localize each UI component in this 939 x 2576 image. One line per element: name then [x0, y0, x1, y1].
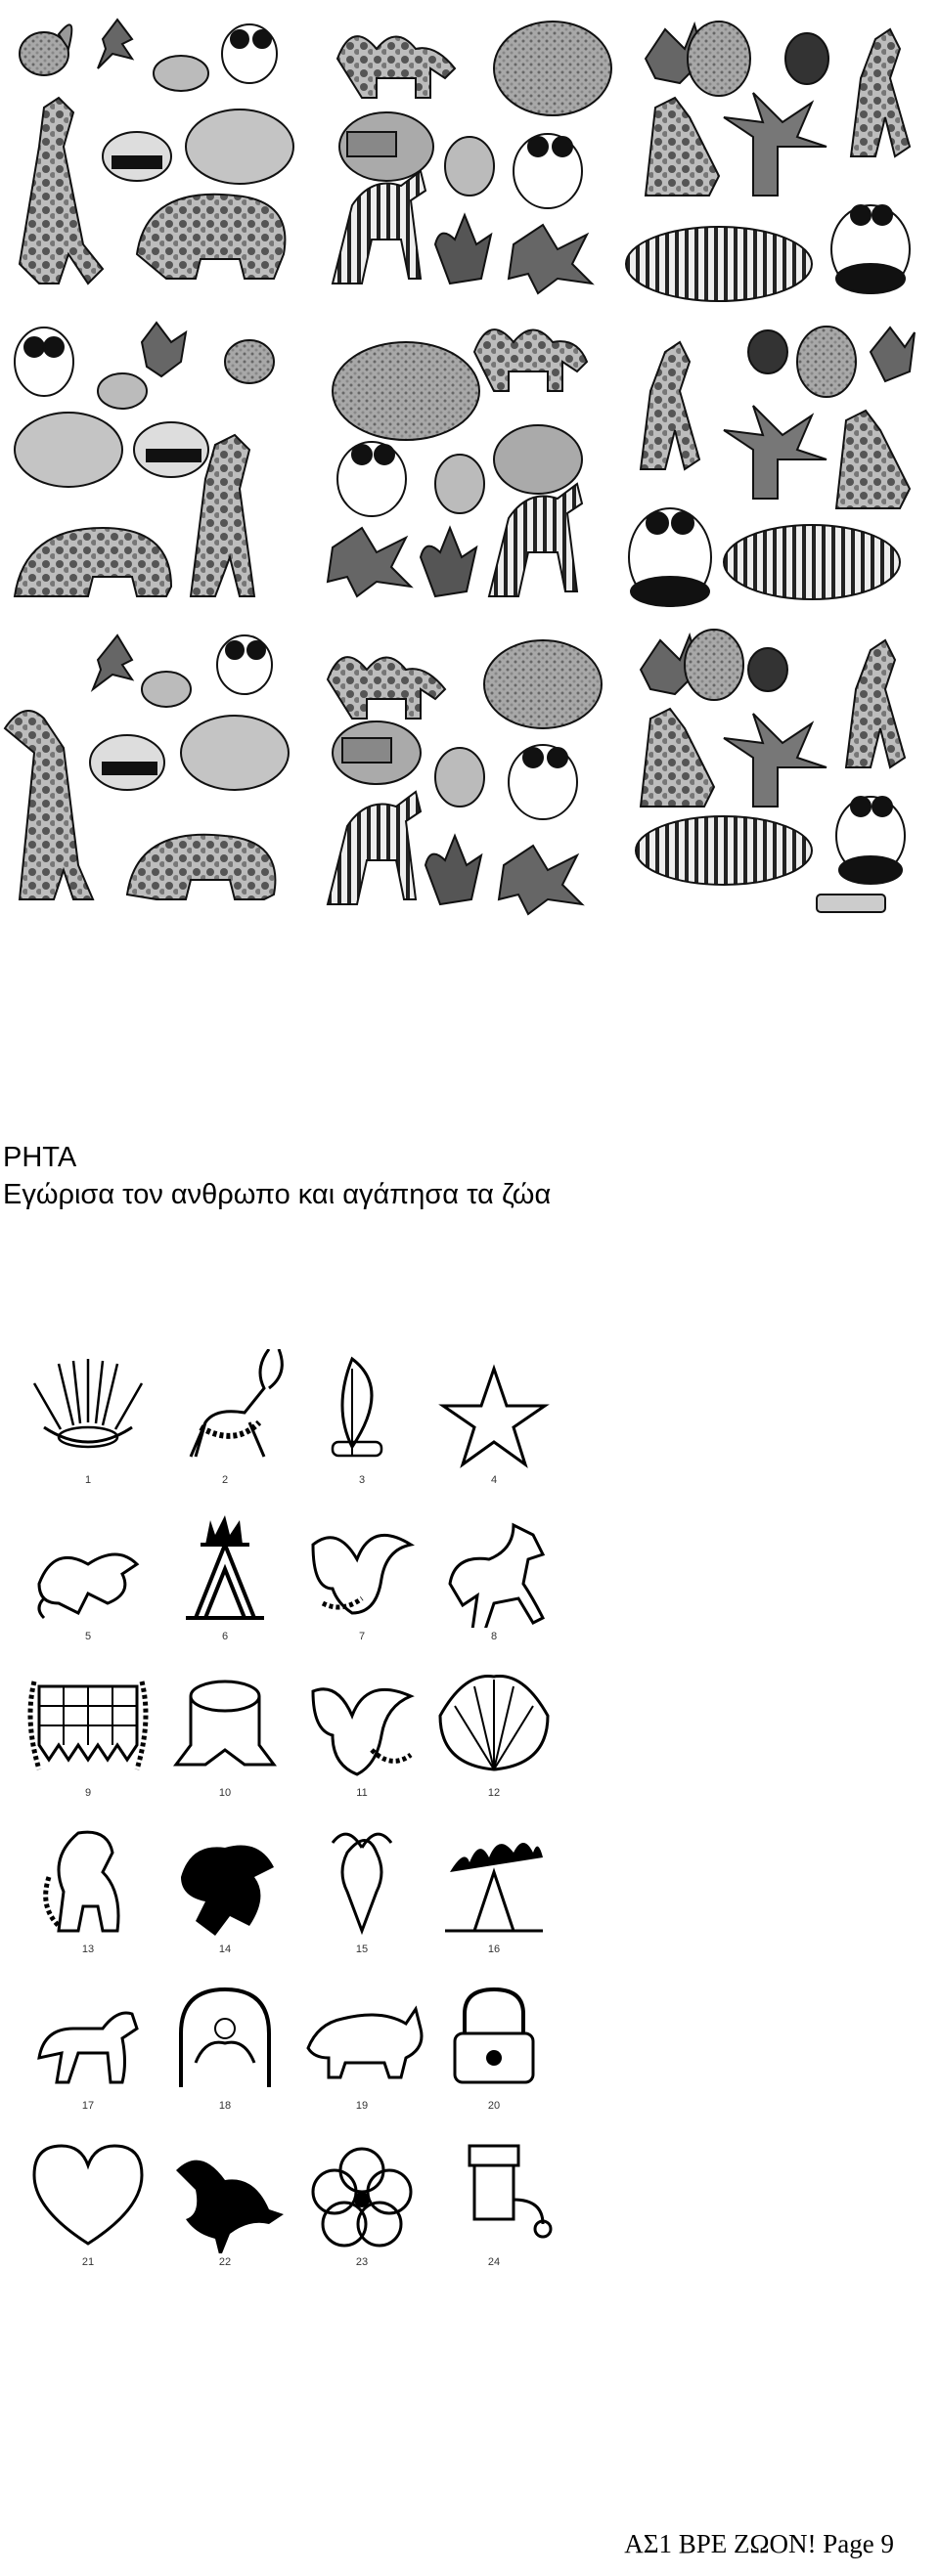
lion-rampant-icon	[156, 1818, 293, 1941]
symbol-number: 15	[355, 1943, 369, 1955]
sticker-panel	[636, 630, 905, 912]
symbol-number: 5	[84, 1631, 92, 1642]
feather-icon	[293, 1349, 430, 1471]
sticker-panel	[328, 640, 602, 914]
fire-beacon-icon	[425, 1818, 562, 1941]
heraldic-symbol-item	[20, 1506, 156, 1652]
boar-icon	[293, 1975, 430, 2097]
symbol-number: 16	[487, 1943, 501, 1955]
symbol-number: 8	[490, 1631, 498, 1642]
symbol-number: 18	[218, 2100, 232, 2112]
symbol-number: 7	[358, 1631, 366, 1642]
symbol-number: 17	[81, 2100, 95, 2112]
heraldic-symbol-item	[293, 2131, 430, 2278]
sticker-panel	[15, 323, 274, 596]
heraldic-symbol-item	[156, 1349, 293, 1496]
heraldic-symbol-item	[293, 1506, 430, 1652]
heraldic-symbol-item	[156, 1975, 293, 2121]
symbol-number: 22	[218, 2256, 232, 2268]
heraldic-symbol-item	[156, 1662, 293, 1809]
dragon-icon	[20, 1506, 156, 1628]
heraldic-symbol-item	[425, 1662, 562, 1809]
symbol-number: 9	[84, 1787, 92, 1799]
symbol-number: 13	[81, 1943, 95, 1955]
rose-icon	[293, 2131, 430, 2253]
heraldic-symbol-item	[425, 1975, 562, 2121]
symbol-number: 11	[356, 1787, 368, 1799]
heraldic-symbol-item	[20, 1662, 156, 1809]
padlock-icon	[425, 1975, 562, 2097]
scallop-shell-icon	[425, 1662, 562, 1784]
heraldic-symbol-item	[20, 1818, 156, 1965]
crow-icon	[156, 2131, 293, 2253]
hound-icon	[20, 1975, 156, 2097]
symbol-number: 6	[221, 1631, 229, 1642]
symbol-number: 4	[490, 1474, 498, 1486]
heraldic-symbol-item	[425, 2131, 562, 2278]
beacon-icon	[156, 1506, 293, 1628]
heraldic-symbol-item	[20, 1349, 156, 1496]
symbol-number: 12	[487, 1787, 501, 1799]
sticker-panel	[333, 22, 611, 293]
sun-rays-icon	[20, 1349, 156, 1471]
symbol-number: 23	[355, 2256, 369, 2268]
arch-icon	[156, 1975, 293, 2097]
portcullis-icon	[20, 1662, 156, 1784]
symbol-number: 2	[221, 1474, 229, 1486]
symbol-number: 20	[487, 2100, 501, 2112]
heraldic-symbol-item	[156, 1506, 293, 1652]
quote-heading: ΡΗΤΑ	[3, 1142, 77, 1173]
heraldic-symbol-item	[425, 1506, 562, 1652]
fleur-icon	[293, 1818, 430, 1941]
horse-icon	[425, 1506, 562, 1628]
page-footer: ΑΣ1 ΒΡΕ ΖΩΟΝ! Page 9	[624, 2529, 894, 2558]
heraldic-symbol-item	[156, 1818, 293, 1965]
tree-stump-icon	[156, 1662, 293, 1784]
heraldic-symbol-item	[425, 1818, 562, 1965]
sticker-panel	[626, 22, 910, 301]
heraldic-symbols-grid	[0, 1349, 587, 2268]
lion-chain-icon	[20, 1818, 156, 1941]
eagle-chain-icon	[293, 1506, 430, 1628]
symbol-number: 14	[218, 1943, 232, 1955]
well-icon	[425, 2131, 562, 2253]
eagle-icon	[293, 1662, 430, 1784]
symbol-number: 10	[218, 1787, 232, 1799]
symbol-number: 1	[84, 1474, 92, 1486]
heraldic-symbol-item	[293, 1349, 430, 1496]
sticker-panel	[20, 20, 293, 284]
symbol-number: 21	[81, 2256, 95, 2268]
sticker-panel	[629, 327, 915, 606]
heraldic-symbol-item	[20, 2131, 156, 2278]
symbol-number: 19	[355, 2100, 369, 2112]
heraldic-symbol-item	[156, 2131, 293, 2278]
heart-icon	[20, 2131, 156, 2253]
heraldic-symbol-item	[293, 1662, 430, 1809]
symbol-number: 24	[487, 2256, 501, 2268]
star-icon	[425, 1349, 562, 1471]
animal-sticker-sheet	[0, 0, 939, 924]
heraldic-symbol-item	[293, 1818, 430, 1965]
heraldic-symbol-item	[293, 1975, 430, 2121]
quote-section	[3, 1139, 551, 1213]
heraldic-symbol-item	[20, 1975, 156, 2121]
quote-text: Εγώρισα τον ανθρωπο και αγάπησα τα ζώα	[3, 1179, 552, 1210]
sticker-panel	[328, 329, 587, 596]
sticker-panel	[5, 635, 289, 899]
stag-icon	[156, 1349, 293, 1471]
symbol-number: 3	[358, 1474, 366, 1486]
sticker-sheet-graphic	[0, 0, 939, 924]
heraldic-symbol-item	[425, 1349, 562, 1496]
